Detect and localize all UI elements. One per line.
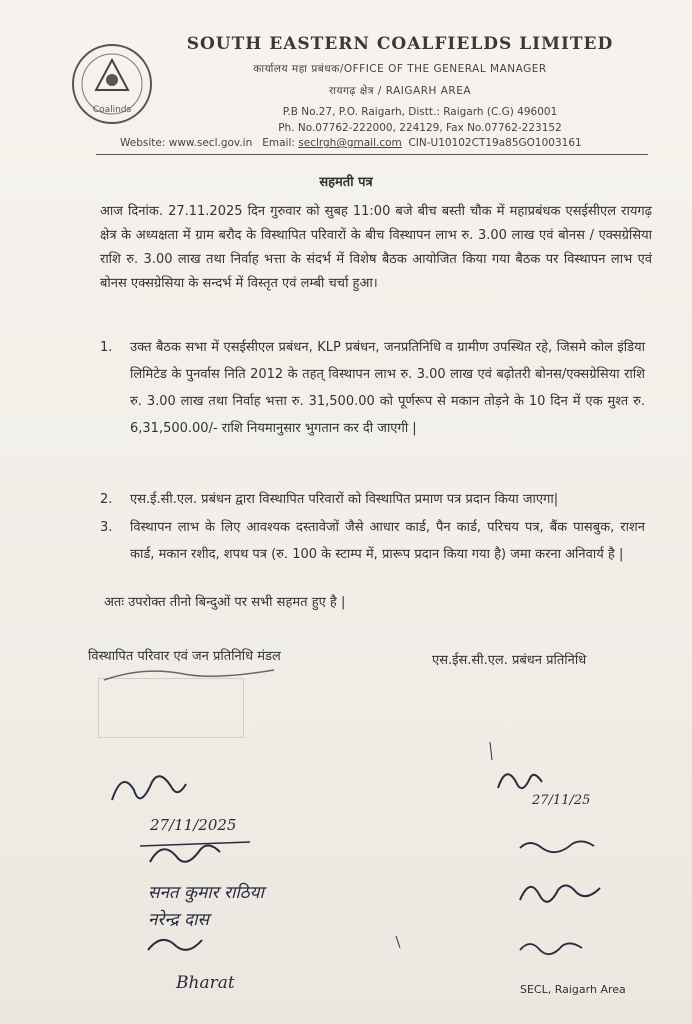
item-number: 2. [100,492,113,507]
signature-scribble [148,940,202,950]
secl-area-stamp: SECL, Raigarh Area [520,983,626,996]
left-signature-3: नरेन्द्र दास [148,910,209,930]
left-signatory-title: विस्थापित परिवार एवं जन प्रतिनिधि मंडल [88,649,281,664]
left-signature-4: Bharat [176,973,235,993]
signature-scribble [112,776,186,800]
email-label: Email: [262,137,299,149]
email-link[interactable]: seclrgh@gmail.com [298,137,402,149]
cin-number: CIN-U10102CT19a85GO1003161 [408,137,582,149]
signature-scribble [104,670,274,680]
left-signature-2: सनत कुमार राठिया [148,883,264,903]
website-label: Website: [120,137,169,149]
area-line: रायगढ़ क्षेत्र / RAIGARH AREA [328,85,472,97]
right-signatory-title: एस.ईस.सी.एल. प्रबंधन प्रतिनिधि [432,653,587,668]
address-line-1: P.B No.27, P.O. Raigarh, Distt.: Raigarh (C.G) 496001 [282,106,558,118]
address-line-2: Ph. No.07762-222000, 224129, Fax No.07762-223152 [278,122,562,134]
company-name: SOUTH EASTERN COALFIELDS LIMITED [186,34,614,54]
logo-text: Coalinds [92,105,132,115]
item-number: 3. [100,520,113,535]
item-text: एस.ई.सी.एल. प्रबंधन द्वारा विस्थापित परिवारों को विस्थापित प्रमाण पत्र प्रदान किया जाएगा| [130,492,559,507]
item-text: विस्थापन लाभ के लिए आवश्यक दस्तावेजों जैसे आधार कार्ड, पैन कार्ड, परिचय पत्र, बैंक पासबुक, राशन कार्ड, मकान रशीद, शपथ पत्र (रु. 100 के स्टाम्प में, प्रारूप प्रदान किया गया है) जमा करना अनिवार्य है | [130,520,645,562]
item-number: 1. [100,340,113,355]
signature-scribble [520,943,582,954]
signature-scribble [498,774,542,788]
document-title: सहमती पत्र [319,175,373,190]
office-line: कार्यालय महा प्रबंधक/OFFICE OF THE GENERAL MANAGER [253,63,547,75]
signature-scribble [520,885,600,901]
item-text: उक्त बैठक सभा में एसईसीएल प्रबंधन, KLP प्रबंधन, जनप्रतिनिधि व ग्रामीण उपस्थित रहे, जिसमे कोल इंडिया लिमिटेड के पुनर्वास निति 2012 के तहत् विस्थापन लाभ रु. 3.00 लाख एवं बढ़ोतरी बोनस/एक्सग्रेसिया राशि रु. 3.00 लाख तथा निर्वाह भत्ता रु. 31,500.00 को पूर्णरूप से मकान तोड़ने के 10 दिन में एक मुश्त रु. 6,31,500.00/- राशि नियमानुसार भुगतान कर दी जाएगी | [130,340,645,436]
left-signature-1: 27/11/2025 [150,816,237,834]
signature-scribble [520,841,594,852]
conclusion-text: अतः उपरोक्त तीनो बिन्दुओं पर सभी सहमत हुए है | [104,595,346,610]
intro-paragraph: आज दिनांक. 27.11.2025 दिन गुरुवार को सुबह 11:00 बजे बीच बस्ती चौक में महाप्रबंधक एसईसीएल रायगढ़ क्षेत्र के अध्यक्षता में ग्राम बरौद के विस्थापित परिवारों के बीच विस्थापन लाभ रु. 3.00 लाख एवं बोनस / एक्सग्रेसिया राशि रु. 3.00 लाख तथा निर्वाह भत्ता के संदर्भ में विशेष बैठक आयोजित किया गया बैठक पर विस्थापन लाभ एवं बोनस एक्सग्रेसिया के सन्दर्भ में विस्तृत एवं लम्बी चर्चा हुआ। [100,204,652,291]
signature-scribble [150,845,220,862]
right-signature-1: 27/11/25 [532,793,591,808]
website-link[interactable]: www.secl.gov.in [168,137,253,149]
